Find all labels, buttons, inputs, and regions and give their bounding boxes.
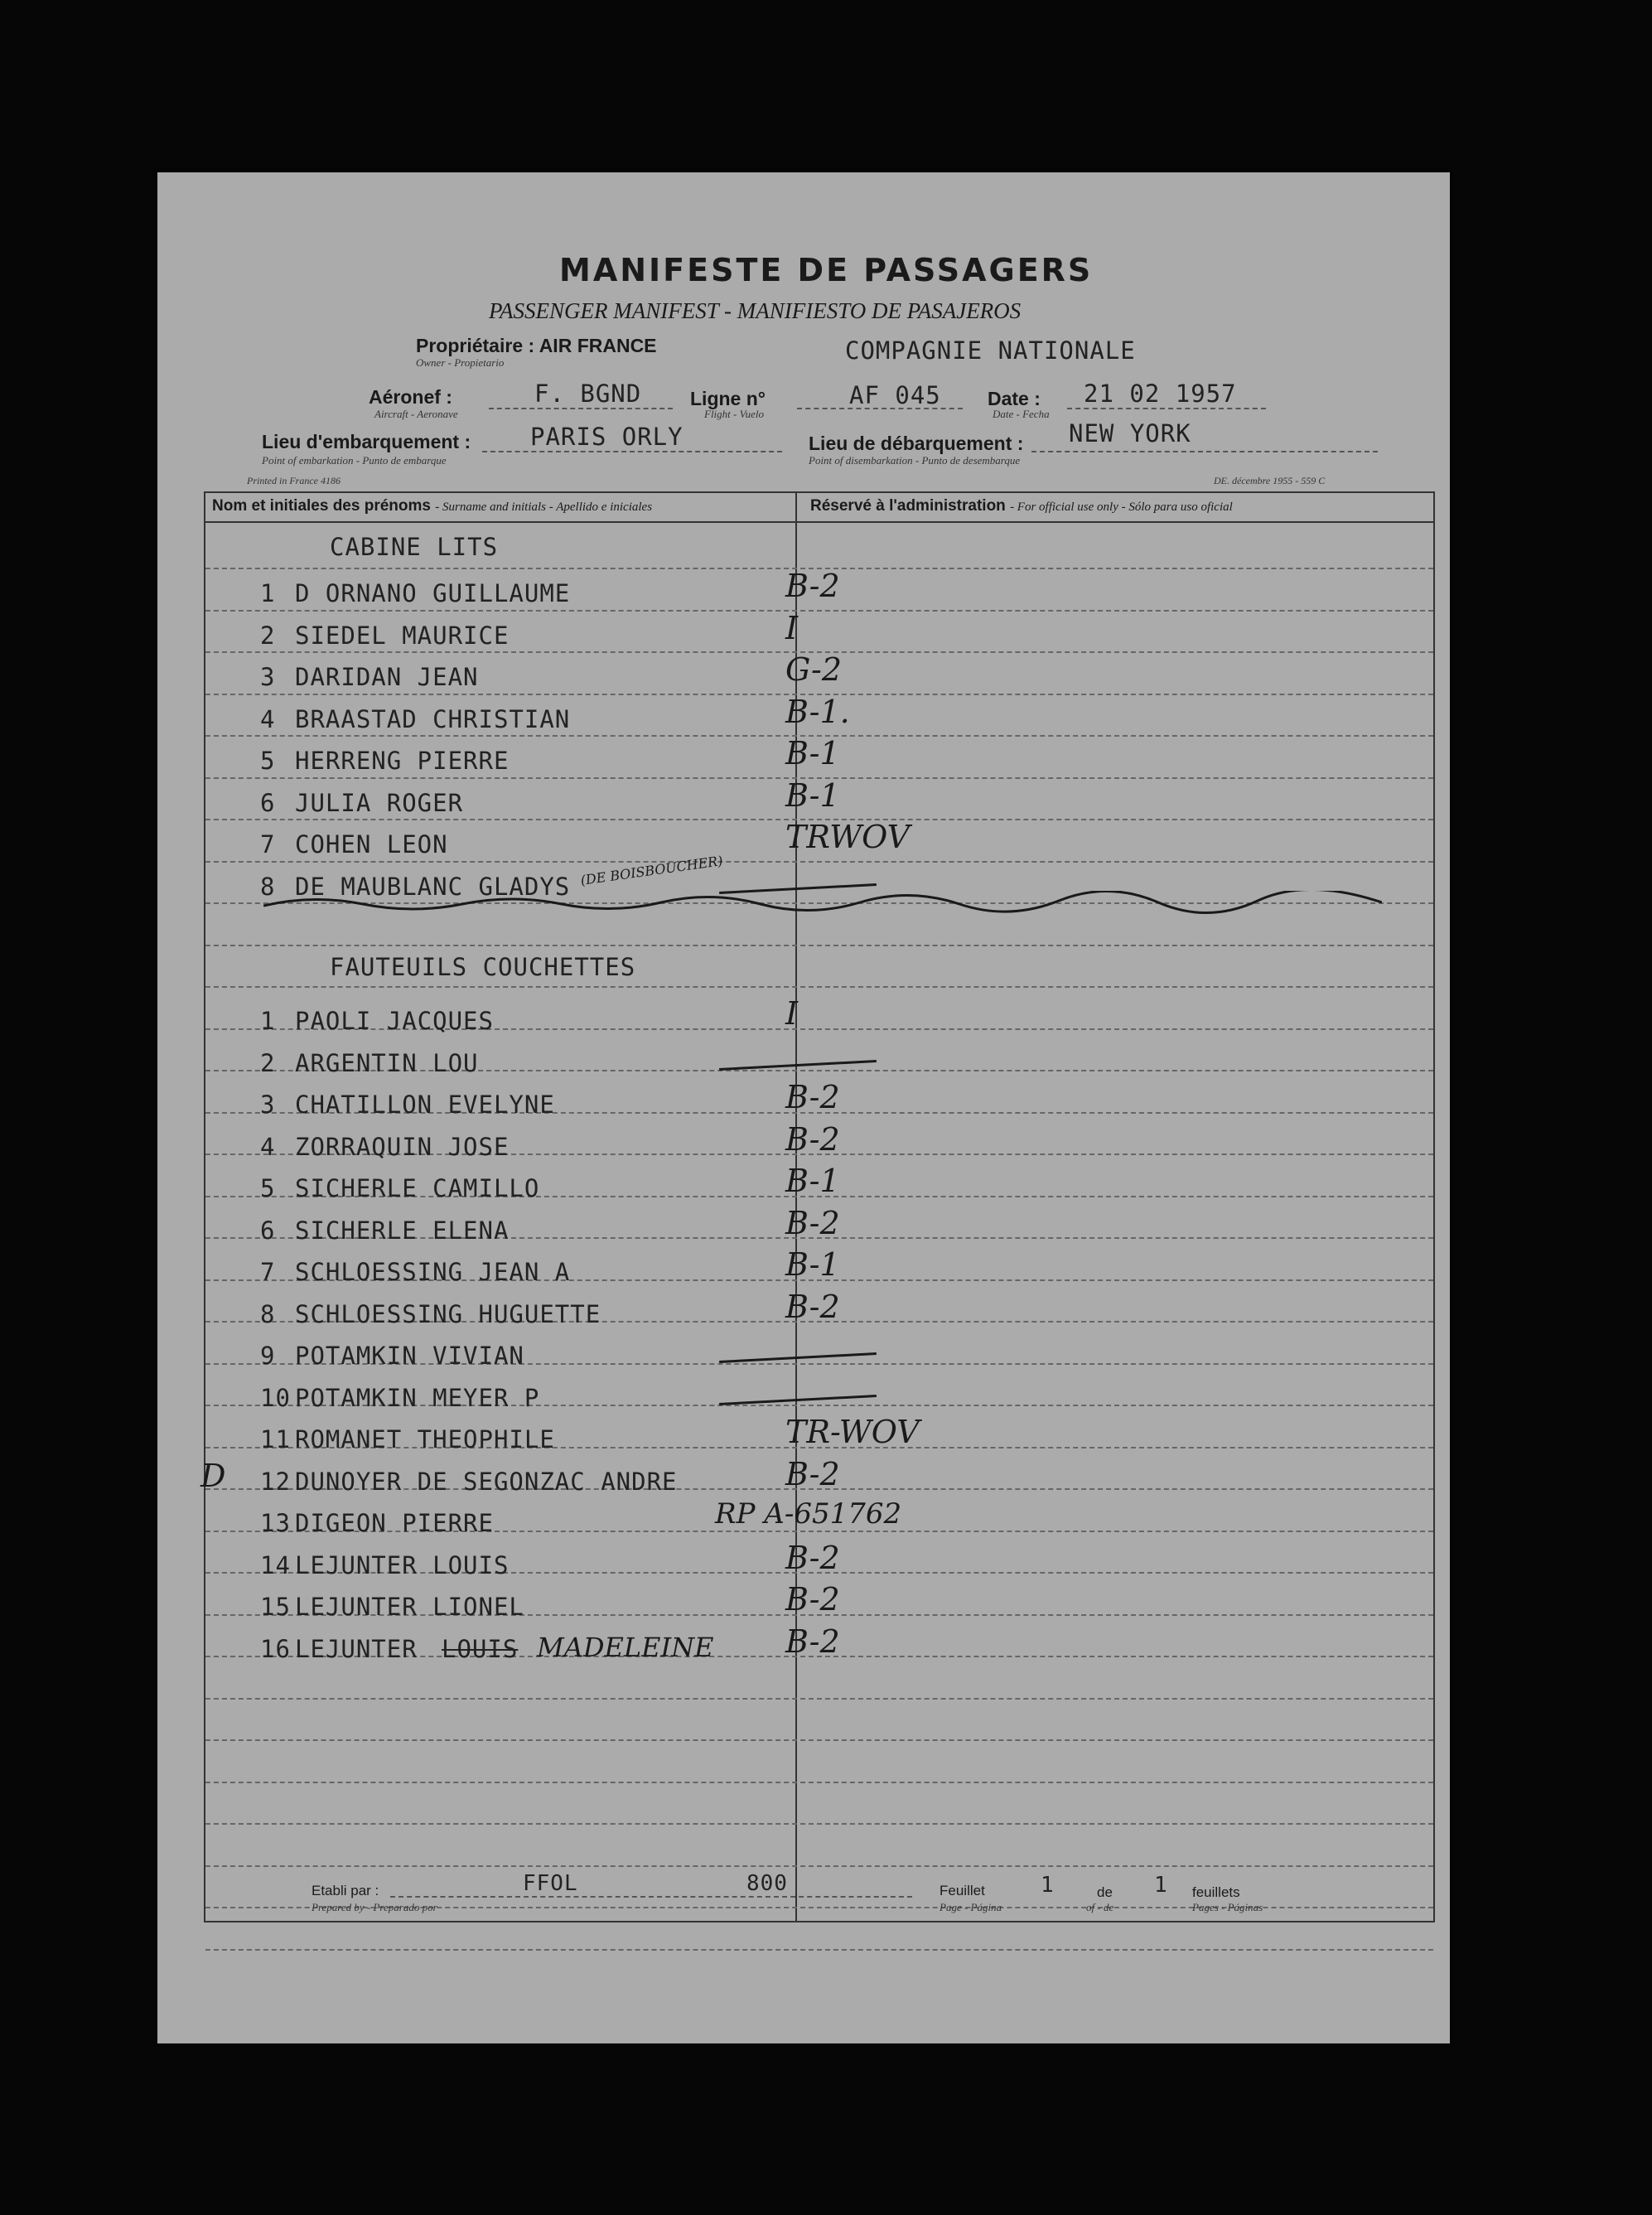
of-label: de [1097, 1884, 1113, 1900]
passenger-row [205, 1623, 1433, 1670]
admin-code: RP A-651762 [715, 1497, 902, 1531]
col-admin-header: Réservé à l'administration - For official use only - Sólo para uso oficial [810, 497, 1233, 515]
flight-sub: Flight - Vuelo [704, 408, 764, 420]
passenger-name: LEJUNTER [295, 1634, 418, 1663]
sheets-sub: Pages - Páginas [1192, 1901, 1263, 1913]
date-sub: Date - Fecha [993, 408, 1050, 420]
form-reference: DE. décembre 1955 - 559 C [1214, 475, 1326, 486]
admin-dash-stroke [719, 1352, 877, 1363]
of-value: 1 [1154, 1873, 1168, 1898]
passenger-name: SIEDEL MAURICE [295, 621, 510, 650]
aircraft-underline [489, 408, 673, 409]
date-underline [1067, 408, 1266, 409]
passenger-row [205, 1163, 1433, 1209]
row-number: 9 [260, 1342, 276, 1370]
passenger-name: POTAMKIN VIVIAN [295, 1342, 524, 1370]
embark-underline [482, 451, 782, 452]
prepared-label: Etabli par : [312, 1883, 379, 1898]
owner-value: COMPAGNIE NATIONALE [845, 336, 1136, 365]
admin-code: B-2 [785, 1288, 840, 1325]
passenger-name: BRAASTAD CHRISTIAN [295, 704, 571, 733]
admin-code: I [785, 609, 799, 646]
section-fauteuils-couchettes: FAUTEUILS COUCHETTES [330, 953, 636, 981]
row-number: 1 [260, 579, 276, 607]
admin-code: B-1 [785, 776, 840, 814]
disembark-value: NEW YORK [1069, 419, 1191, 447]
passenger-row [205, 1377, 1433, 1419]
flight-underline [797, 408, 963, 409]
passenger-name: POTAMKIN MEYER P [295, 1383, 540, 1412]
passenger-row [205, 1079, 1433, 1125]
passenger-name: ROMANET THEOPHILE [295, 1425, 555, 1453]
passenger-name: SICHERLE ELENA [295, 1216, 510, 1245]
admin-code: B-1 [785, 1163, 840, 1199]
passenger-name: DUNOYER DE SEGONZAC ANDRE [295, 1467, 678, 1496]
row-rule [205, 1698, 1433, 1700]
struck-name: LOUIS [442, 1634, 519, 1663]
row-rule [205, 986, 1433, 988]
row-rule [205, 1782, 1433, 1783]
row-number: 8 [260, 1299, 276, 1328]
passenger-row [205, 651, 1433, 698]
admin-code: I [785, 995, 799, 1032]
passenger-name: ARGENTIN LOU [295, 1048, 479, 1077]
row-number: 6 [260, 1216, 276, 1245]
passenger-row [205, 1335, 1433, 1376]
passenger-row [205, 1246, 1433, 1293]
embark-value: PARIS ORLY [530, 423, 684, 451]
manifest-sheet [157, 172, 1450, 2043]
row-rule [205, 1823, 1433, 1825]
date-value: 21 02 1957 [1084, 380, 1237, 408]
passenger-row [205, 819, 1433, 865]
row-number: 7 [260, 1258, 276, 1286]
passenger-row [205, 1414, 1433, 1460]
passenger-row [205, 1042, 1433, 1084]
passenger-name: LEJUNTER LIONEL [295, 1593, 524, 1621]
handwritten-wave-divider [263, 891, 1382, 916]
row-number: 7 [260, 830, 276, 858]
passenger-row [205, 1204, 1433, 1251]
admin-dash-stroke [719, 1395, 877, 1405]
admin-code: G-2 [785, 651, 843, 688]
passenger-name: DE MAUBLANC GLADYS [295, 872, 571, 901]
admin-code: B-2 [785, 1455, 840, 1492]
admin-code: B-2 [785, 568, 840, 604]
admin-dash-stroke [719, 1060, 877, 1071]
row-number: 1 [260, 1007, 276, 1035]
owner-label: Propriétaire : AIR FRANCE [416, 335, 657, 356]
row-number: 12 [260, 1467, 291, 1496]
aircraft-label: Aéronef : [369, 386, 452, 408]
passenger-name: LEJUNTER LOUIS [295, 1550, 510, 1579]
passenger-name: PAOLI JACQUES [295, 1007, 494, 1035]
handwritten-name: MADELEINE [537, 1631, 714, 1663]
admin-code: B-2 [785, 1623, 840, 1660]
section-cabine-lits: CABINE LITS [330, 533, 499, 561]
passenger-row [205, 1120, 1433, 1168]
row-number: 4 [260, 704, 276, 733]
embark-label: Lieu d'embarquement : [262, 431, 471, 452]
row-number: 3 [260, 663, 276, 691]
date-label: Date : [988, 388, 1041, 409]
row-number: 11 [260, 1425, 291, 1453]
passenger-row [205, 1288, 1433, 1335]
prepared-underline [390, 1896, 912, 1898]
passenger-table [200, 491, 1435, 1922]
admin-code: B-2 [785, 1079, 840, 1115]
passenger-name: COHEN LEON [295, 830, 448, 858]
aircraft-value: F. BGND [534, 380, 642, 408]
row-number: 2 [260, 621, 276, 650]
admin-code: B-1 [785, 735, 840, 771]
sheet-value: 1 [1041, 1873, 1055, 1898]
passenger-row [205, 1581, 1433, 1627]
table-header [205, 493, 1433, 523]
sheets-label: feuillets [1192, 1884, 1240, 1900]
admin-code: TR-WOV [785, 1414, 920, 1450]
passenger-name: ZORRAQUIN JOSE [295, 1132, 510, 1161]
admin-code: B-2 [785, 1539, 840, 1576]
page-title: MANIFESTE DE PASSAGERS [559, 252, 1094, 288]
row-rule [205, 1739, 1433, 1741]
of-sub: of - de [1086, 1901, 1114, 1913]
passenger-row [205, 1497, 1433, 1544]
row-number: 5 [260, 747, 276, 775]
row-rule [205, 945, 1433, 946]
row-number: 15 [260, 1593, 291, 1621]
flight-label: Ligne n° [690, 388, 766, 409]
passenger-name: SCHLOESSING JEAN A [295, 1258, 571, 1286]
page-subtitle: PASSENGER MANIFEST - MANIFIESTO DE PASAJEROS [489, 298, 1022, 323]
col-name-header: Nom et initiales des prénoms - Surname and initials - Apellido e iniciales [212, 497, 653, 515]
passenger-name: SICHERLE CAMILLO [295, 1174, 540, 1202]
passenger-name: SCHLOESSING HUGUETTE [295, 1299, 601, 1328]
row-number: 8 [260, 872, 276, 901]
passenger-name: JULIA ROGER [295, 788, 464, 817]
row-number: 4 [260, 1132, 276, 1161]
admin-code: B-2 [785, 1204, 840, 1241]
printed-note: Printed in France 4186 [247, 475, 341, 486]
passenger-row [200, 1455, 1433, 1502]
passenger-row [205, 568, 1433, 614]
passenger-name: D ORNANO GUILLAUME [295, 579, 571, 607]
prepared-value: FFOL [523, 1871, 578, 1896]
prepared-sub: Prepared by - Preparado por [312, 1901, 437, 1913]
admin-code: B-2 [785, 1120, 840, 1158]
row-number: 5 [260, 1174, 276, 1202]
passenger-name: CHATILLON EVELYNE [295, 1091, 555, 1119]
footer [204, 1871, 1432, 1919]
owner-sub: Owner - Propietario [416, 356, 505, 369]
passenger-name: HERRENG PIERRE [295, 747, 510, 775]
row-rule [205, 1949, 1433, 1951]
passenger-row [205, 735, 1433, 781]
row-number: 16 [260, 1634, 291, 1663]
row-rule [205, 1865, 1433, 1867]
passenger-row [205, 995, 1433, 1042]
passenger-row [205, 693, 1433, 740]
row-number: 13 [260, 1509, 291, 1537]
row-number: 6 [260, 788, 276, 817]
code-value: 800 [746, 1871, 788, 1896]
embark-sub: Point of embarkation - Punto de embarque [262, 454, 447, 467]
admin-code: TRWOV [785, 819, 911, 855]
passenger-name: DIGEON PIERRE [295, 1509, 494, 1537]
row-number: 14 [260, 1550, 291, 1579]
row-number: 2 [260, 1048, 276, 1077]
disembark-underline [1031, 451, 1378, 452]
flight-value: AF 045 [849, 381, 941, 409]
admin-code: B-1. [785, 693, 850, 730]
handwritten-prefix: D [200, 1457, 226, 1494]
passenger-row [205, 1539, 1433, 1586]
handwritten-annotation: (DE BOISBOUCHER) [579, 852, 724, 888]
admin-code: B-2 [785, 1581, 840, 1618]
sheet-label: Feuillet [940, 1883, 985, 1898]
disembark-label: Lieu de débarquement : [809, 433, 1024, 454]
passenger-name: DARIDAN JEAN [295, 663, 479, 691]
aircraft-sub: Aircraft - Aeronave [374, 408, 458, 420]
passenger-row [205, 776, 1433, 824]
passenger-row [205, 609, 1433, 656]
row-number: 3 [260, 1091, 276, 1119]
row-number: 10 [260, 1383, 291, 1412]
disembark-sub: Point of disembarkation - Punto de desembarque [809, 454, 1021, 467]
admin-code: B-1 [785, 1246, 840, 1283]
sheet-sub: Page - Página [940, 1901, 1002, 1913]
